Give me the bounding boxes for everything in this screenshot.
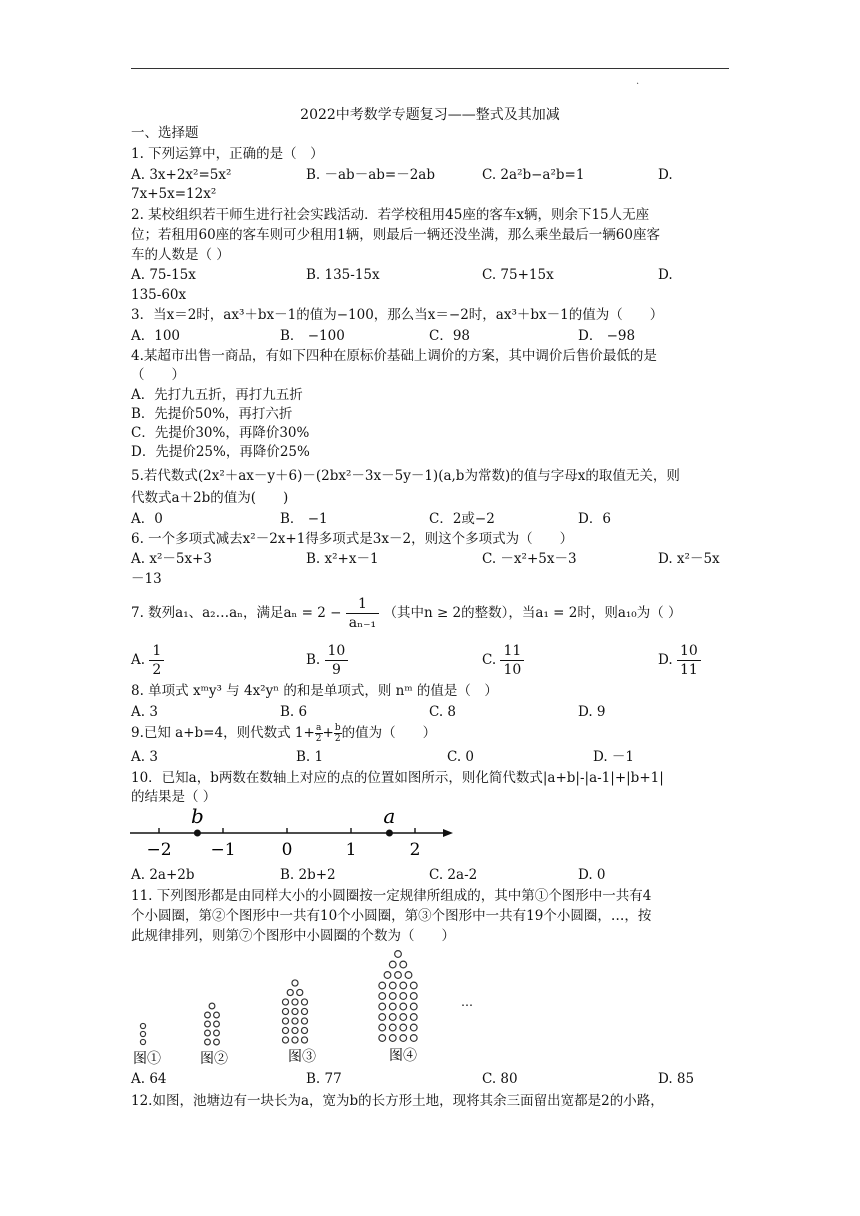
number-line-figure <box>125 805 465 863</box>
pattern-circle-fig4 <box>389 1014 396 1021</box>
q1-option-c: C. 2a²b−a²b=1 <box>482 167 585 183</box>
pattern-circle-fig4 <box>379 982 386 989</box>
q7-stem-pre: 7. 数列a₁、a₂…aₙ，满足aₙ = 2 − <box>131 605 342 621</box>
pattern-circle-fig3 <box>282 1037 288 1043</box>
pattern-circle-fig3 <box>297 989 303 995</box>
q2-line3: 车的人数是（ ） <box>131 247 230 263</box>
q7-a-den: 2 <box>152 662 162 678</box>
pattern-circle-fig1 <box>140 1031 145 1036</box>
number-line-tick-label: 2 <box>409 840 421 860</box>
q1-option-d-text: 7x+5x=12x² <box>131 186 217 202</box>
pattern-circle-fig1 <box>140 1023 145 1028</box>
q9-option-d: D. －1 <box>593 749 635 765</box>
point-a <box>386 830 393 837</box>
q7-d-num: 10 <box>677 642 701 661</box>
q7-c-den: 10 <box>503 662 522 678</box>
q7-fraction-den: aₙ₋₁ <box>348 615 377 631</box>
q10-option-c: C. 2a-2 <box>429 867 478 883</box>
pattern-circle-fig2 <box>205 1030 211 1036</box>
pattern-circle-fig3 <box>292 1018 298 1024</box>
pattern-circle-fig4 <box>410 993 417 1000</box>
q6-stem: 6. 一个多项式减去x²－2x+1得多项式是3x－2，则这个多项式为（ ） <box>131 531 574 547</box>
figure-label-1: 图① <box>133 1051 161 1067</box>
q2-option-d: D. <box>658 267 673 283</box>
point-b-label: b <box>190 805 204 828</box>
pattern-circle-fig4 <box>389 993 396 1000</box>
pattern-circle-fig4 <box>400 961 407 968</box>
q2-option-d-text: 135-60x <box>131 287 187 303</box>
number-line-arrow-icon <box>443 829 453 837</box>
q10-option-a: A. 2a+2b <box>131 867 195 883</box>
pattern-circle-fig4 <box>410 1035 417 1042</box>
q4-option-b: B．先提价50%，再打六折 <box>131 406 293 422</box>
pattern-circle-fig3 <box>292 980 298 986</box>
q2-line1: 2. 某校组织若干师生进行社会实践活动．若学校租用45座的客车x辆，则余下15人无座 <box>131 207 650 223</box>
q6-option-b: B. x²+x－1 <box>306 551 379 567</box>
q8-option-c: C. 8 <box>429 704 457 720</box>
q7-d-den: 11 <box>679 662 698 678</box>
q8-option-a: A. 3 <box>131 704 158 720</box>
pattern-circle-fig3 <box>292 1008 298 1014</box>
q7-b-num: 10 <box>325 642 349 661</box>
q7-a-num: 1 <box>149 642 164 661</box>
q7-option-d <box>658 640 701 680</box>
q9-option-b: B. 1 <box>296 749 324 765</box>
q5-option-b: B． −1 <box>280 511 328 527</box>
figure-label-3: 图③ <box>288 1049 316 1065</box>
q7-b-den: 9 <box>331 662 341 678</box>
q9-option-a: A. 3 <box>131 749 158 765</box>
q9-fraction-b <box>334 723 342 744</box>
pattern-circle-fig2 <box>214 1012 220 1018</box>
q9-fraction-a <box>315 723 323 744</box>
q1-option-b: B. －ab－ab=－2ab <box>306 167 435 183</box>
pattern-circle-fig3 <box>282 1027 288 1033</box>
section-heading: 一、选择题 <box>131 125 199 141</box>
pattern-circle-fig4 <box>384 972 391 979</box>
pattern-circle-fig4 <box>400 982 407 989</box>
q6-option-c: C. －x²+5x－3 <box>482 551 577 567</box>
header-rule <box>131 68 729 69</box>
q7-option-d-frac <box>677 642 701 679</box>
q9-stem <box>131 720 436 746</box>
pattern-circle-fig2 <box>214 1030 220 1036</box>
q7-fraction <box>346 595 379 632</box>
pattern-circle-fig4 <box>379 1024 386 1031</box>
pattern-circle-fig3 <box>287 989 293 995</box>
pattern-circle-fig4 <box>400 1035 407 1042</box>
q5-line2: 代数式a＋2b的值为( ) <box>131 490 289 506</box>
q3-option-c: C．98 <box>429 328 471 344</box>
point-b <box>194 830 201 837</box>
q6-option-d: D. x²－5x <box>658 551 720 567</box>
page-title: 2022中考数学专题复习——整式及其加减 <box>300 107 560 123</box>
pattern-circle-fig4 <box>400 1014 407 1021</box>
pattern-circle-fig4 <box>389 961 396 968</box>
q10-line1: 10．已知a，b两数在数轴上对应的点的位置如图所示，则化简代数式|a+b|-|a-1|+|b+1| <box>131 770 664 786</box>
figure-label-4: 图④ <box>389 1048 417 1064</box>
q4-option-d: D．先提价25%，再降价25% <box>131 444 310 460</box>
pattern-circle-fig3 <box>301 1037 307 1043</box>
q7-stem-post: （其中n ≥ 2的整数），当a₁ = 2时，则a₁₀为（ ） <box>383 605 682 621</box>
q5-option-c: C．2或−2 <box>429 511 495 527</box>
q9-f1-num: a <box>315 723 322 733</box>
q5-line1: 5.若代数式(2x²＋ax－y＋6)－(2bx²－3x－5y－1)(a,b为常数)的值与字母x的取值无关，则 <box>131 468 680 484</box>
q10-option-d: D. 0 <box>578 867 606 883</box>
q5-option-a: A．0 <box>131 511 163 527</box>
q7-option-a <box>131 640 164 680</box>
q7-option-c-frac <box>500 642 524 679</box>
q2-line2: 位；若租用60座的客车则可少租用1辆，则最后一辆还没坐满，那么乘坐最后一辆60座客 <box>131 227 660 243</box>
pattern-circle-fig4 <box>410 1003 417 1010</box>
q7-option-d-label: D. <box>658 652 673 668</box>
q7-option-b-frac <box>325 642 349 679</box>
q11-option-a: A. 64 <box>131 1071 167 1087</box>
pattern-circle-fig4 <box>400 1024 407 1031</box>
pattern-circle-fig2 <box>205 1021 211 1027</box>
pattern-circle-fig4 <box>379 1003 386 1010</box>
q1-option-a: A. 3x+2x²=5x² <box>131 167 232 183</box>
q10-line2: 的结果是（ ） <box>131 789 217 805</box>
q3-option-a: A．100 <box>131 328 181 344</box>
pattern-circle-fig4 <box>405 972 412 979</box>
q10-option-b: B. 2b+2 <box>280 867 336 883</box>
pattern-circle-fig4 <box>379 993 386 1000</box>
q7-option-c <box>482 640 524 680</box>
q4-option-a: A．先打九五折，再打九五折 <box>131 387 303 403</box>
q11-option-b: B. 77 <box>306 1071 342 1087</box>
q7-option-a-frac <box>149 642 164 679</box>
pattern-circle-fig3 <box>301 1008 307 1014</box>
q2-option-c: C. 75+15x <box>482 267 554 283</box>
figure-ellipsis: … <box>461 995 473 1009</box>
pattern-circle-fig3 <box>301 1027 307 1033</box>
q7-option-b-label: B. <box>306 652 321 668</box>
q9-stem-pre: 9.已知 a+b=4，则代数式 1+ <box>131 725 315 741</box>
q4-stem: 4.某超市出售一商品，有如下四种在原标价基础上调价的方案，其中调价后售价最低的是 <box>131 348 657 364</box>
q7-option-a-label: A. <box>131 652 146 668</box>
pattern-circle-fig3 <box>301 1018 307 1024</box>
pattern-circle-fig3 <box>292 1027 298 1033</box>
pattern-circle-fig4 <box>389 1003 396 1010</box>
number-line-tick-label: −1 <box>210 840 236 860</box>
q7-option-b <box>306 640 348 680</box>
q11-line3: 此规律排列，则第⑦个图形中小圆圈的个数为（ ） <box>131 928 455 944</box>
q6-option-a: A. x²－5x+3 <box>131 551 212 567</box>
circle-pattern-figure <box>125 948 485 1070</box>
pattern-circle-fig2 <box>205 1039 211 1045</box>
q7-fraction-num: 1 <box>346 595 379 614</box>
q9-stem-post: 的值为（ ） <box>341 725 437 741</box>
pattern-circle-fig4 <box>410 1024 417 1031</box>
pattern-circle-fig3 <box>282 1018 288 1024</box>
q1-stem: 1. 下列运算中，正确的是（ ） <box>131 146 324 162</box>
number-line-tick-label: 0 <box>281 840 293 860</box>
q9-option-c: C. 0 <box>447 749 475 765</box>
q5-option-d: D．6 <box>578 511 611 527</box>
pattern-circle-fig4 <box>379 1014 386 1021</box>
pattern-circle-fig3 <box>292 1037 298 1043</box>
pattern-circle-fig4 <box>410 1014 417 1021</box>
q7-c-num: 11 <box>500 642 524 661</box>
q2-option-b: B. 135-15x <box>306 267 380 283</box>
pattern-circle-fig4 <box>389 1024 396 1031</box>
pattern-circle-fig2 <box>214 1021 220 1027</box>
pattern-circle-fig4 <box>379 1035 386 1042</box>
pattern-circle-fig3 <box>282 1008 288 1014</box>
pattern-circle-fig3 <box>292 999 298 1005</box>
q4-blank: （ ） <box>131 367 185 383</box>
number-line-tick-label: −2 <box>146 840 172 860</box>
q8-option-b: B. 6 <box>280 704 308 720</box>
pattern-circle-fig2 <box>205 1012 211 1018</box>
pattern-circle-fig4 <box>400 1003 407 1010</box>
q3-option-b: B． −100 <box>280 328 345 344</box>
q7-option-c-label: C. <box>482 652 497 668</box>
q8-stem: 8. 单项式 xᵐy³ 与 4x²yⁿ 的和是单项式，则 nᵐ 的值是（ ） <box>131 683 498 699</box>
q4-option-c: C．先提价30%，再降价30% <box>131 425 310 441</box>
q11-option-c: C. 80 <box>482 1071 518 1087</box>
pattern-circle-fig4 <box>389 1035 396 1042</box>
q11-line2: 个小圆圈，第②个图形中一共有10个小圆圈，第③个图形中一共有19个小圆圈，…，按 <box>131 908 652 924</box>
q3-option-d: D． −98 <box>578 328 636 344</box>
pattern-circle-fig3 <box>301 999 307 1005</box>
pattern-circle-fig4 <box>389 982 396 989</box>
q8-option-d: D. 9 <box>578 704 606 720</box>
pattern-circle-fig1 <box>140 1039 145 1044</box>
q9-f2-num: b <box>334 723 341 733</box>
q3-stem: 3．当x＝2时，ax³＋bx－1的值为−100，那么当x＝−2时，ax³＋bx－1的值为（ ） <box>131 307 664 323</box>
q12-line1: 12.如图，池塘边有一块长为a，宽为b的长方形土地，现将其余三面留出宽都是2的小路， <box>131 1093 664 1109</box>
pattern-circle-fig2 <box>214 1039 220 1045</box>
header-mark: . <box>636 76 640 87</box>
q9-f2-den: 2 <box>334 734 341 744</box>
pattern-circle-fig3 <box>282 999 288 1005</box>
q9-plus: + <box>322 725 334 741</box>
number-line-tick-label: 1 <box>345 840 357 860</box>
pattern-circle-fig4 <box>400 993 407 1000</box>
q6-option-d-text: －13 <box>131 571 162 587</box>
q9-f1-den: 2 <box>315 734 322 744</box>
q11-line1: 11. 下列图形都是由同样大小的小圆圈按一定规律所组成的，其中第①个图形中一共有4 <box>131 888 652 904</box>
q1-option-d: D. <box>658 167 673 183</box>
q7-stem <box>131 592 682 634</box>
point-a-label: a <box>383 805 396 828</box>
pattern-circle-fig4 <box>410 982 417 989</box>
pattern-circle-fig2 <box>209 1003 215 1009</box>
q2-option-a: A. 75-15x <box>131 267 196 283</box>
pattern-circle-fig4 <box>395 972 402 979</box>
figure-label-2: 图② <box>200 1051 228 1067</box>
pattern-circle-fig4 <box>395 951 402 958</box>
q11-option-d: D. 85 <box>658 1071 695 1087</box>
